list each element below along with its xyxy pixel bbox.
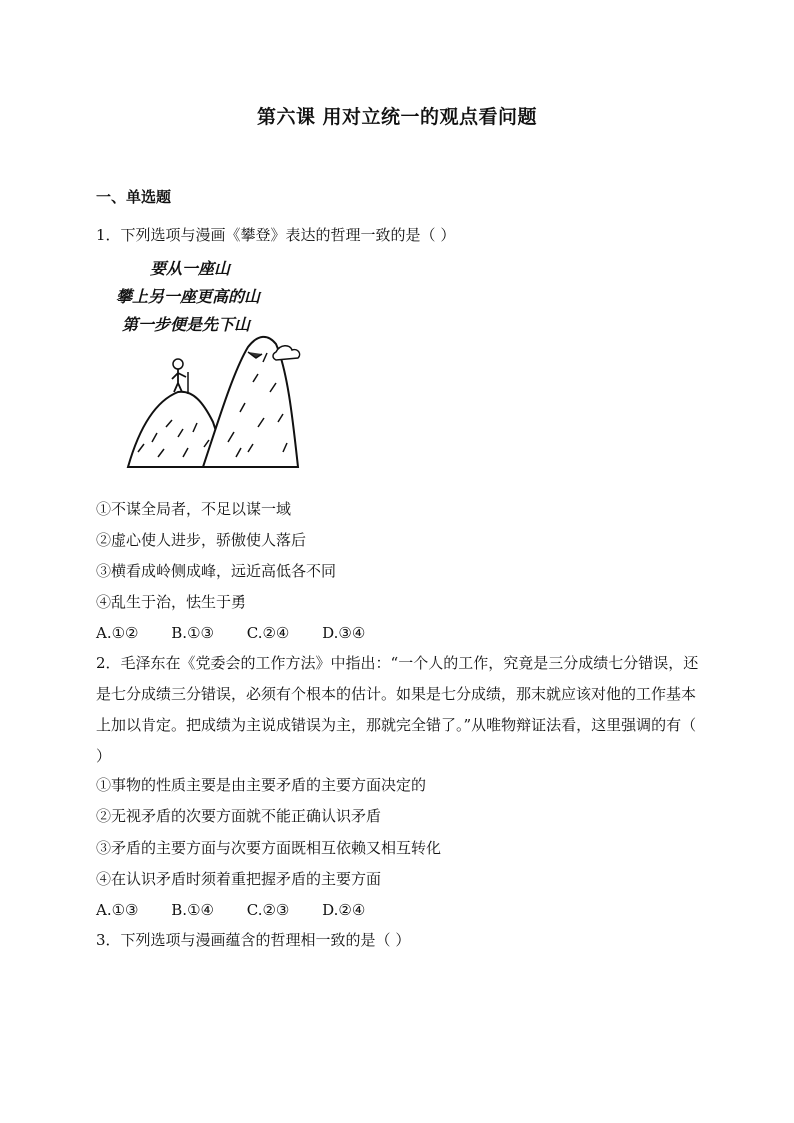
- question-3-stem: 3．下列选项与漫画蕴含的哲理相一致的是（ ）: [96, 931, 411, 949]
- question-1-item-2: ②虚心使人进步，骄傲使人落后: [96, 531, 307, 549]
- cartoon-caption-line-2: 攀上另一座更高的山: [116, 287, 261, 306]
- question-2-item-3: ③矛盾的主要方面与次要方面既相互依赖又相互转化: [96, 839, 442, 857]
- option-c: C.②④: [246, 624, 290, 642]
- question-1-item-3: ③横看成岭侧成峰，远近高低各不同: [96, 562, 337, 580]
- question-1-item-4: ④乱生于治，怯生于勇: [96, 593, 247, 611]
- question-1-options: [96, 622, 393, 644]
- option-d: D.②④: [322, 901, 366, 919]
- option-b: B.①③: [171, 624, 214, 642]
- question-2-item-1: ①事物的性质主要是由主要矛盾的主要方面决定的: [96, 776, 427, 794]
- option-c: C.②③: [246, 901, 290, 919]
- page-title: 第六课 用对立统一的观点看问题: [256, 106, 538, 128]
- option-a: A.①②: [96, 624, 139, 642]
- question-2-item-4: ④在认识矛盾时须着重把握矛盾的主要方面: [96, 870, 382, 888]
- question-1-stem: 1．下列选项与漫画《攀登》表达的哲理一致的是（ ）: [96, 226, 456, 244]
- question-2-options: [96, 899, 393, 921]
- option-b: B.①④: [171, 901, 214, 919]
- option-a: A.①③: [96, 901, 139, 919]
- cartoon-climbing-image: [108, 252, 308, 480]
- cartoon-caption-line-1: 要从一座山: [150, 259, 231, 278]
- cartoon-caption-line-3: 第一步便是先下山: [122, 315, 251, 334]
- section-heading: 一、单选题: [96, 188, 172, 206]
- question-2-stem: 2．毛泽东在《党委会的工作方法》中指出：“一个人的工作，究竟是三分成绩七分错误，还是七分成绩三分错误，必须有个根本的估计。如果是七分成绩，那末就应该对他的工作基本上加以肯定。把成绩为主说成错误为主，那就完全错了。”从唯物辩证法看，这里强调的有（ ）: [96, 654, 699, 765]
- question-2-item-2: ②无视矛盾的次要方面就不能正确认识矛盾: [96, 807, 382, 825]
- option-d: D.③④: [322, 624, 366, 642]
- question-1-item-1: ①不谋全局者，不足以谋一域: [96, 500, 292, 518]
